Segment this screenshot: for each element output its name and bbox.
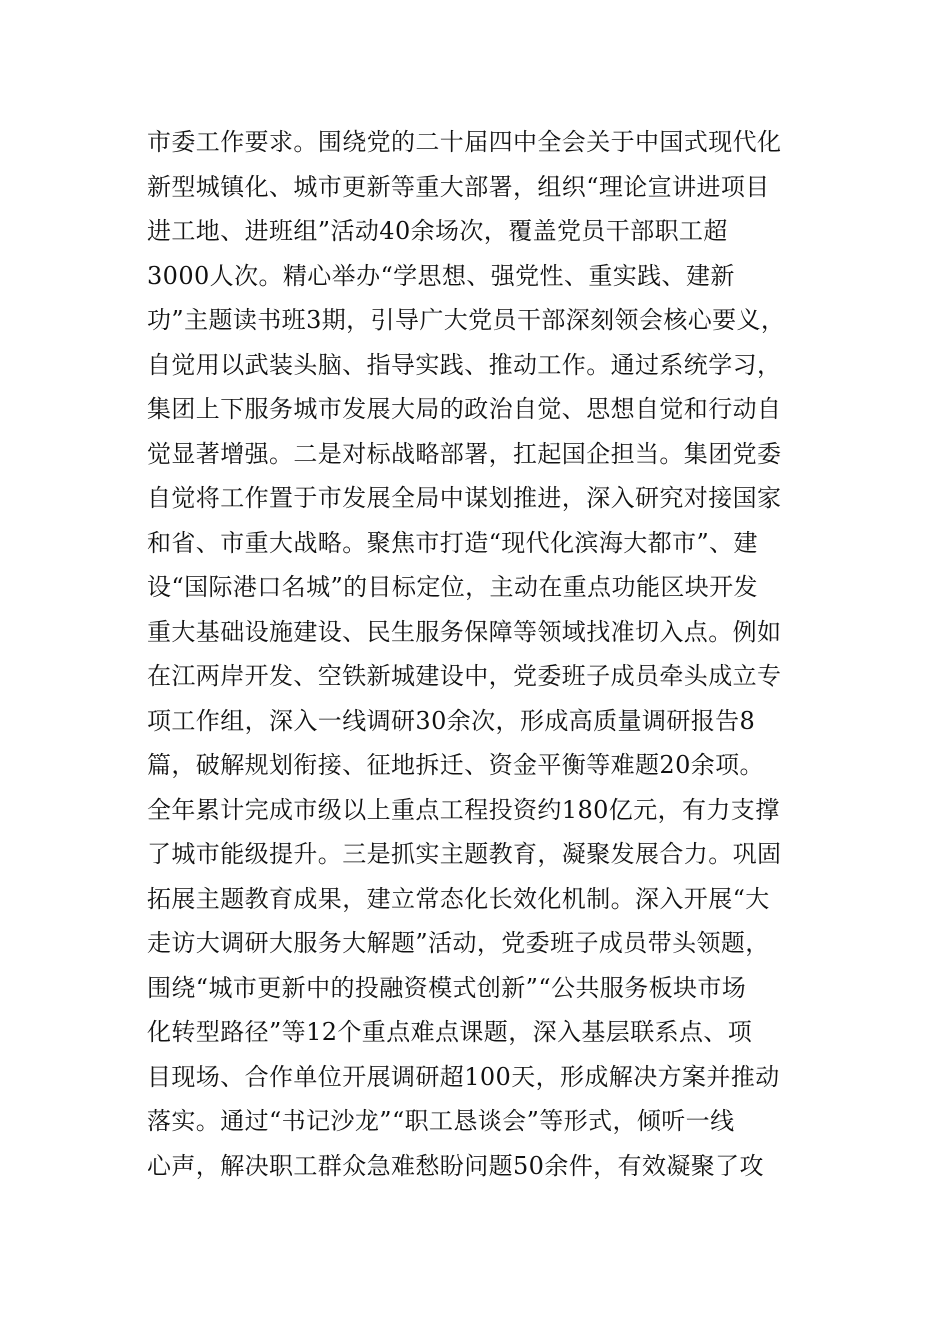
text-line-13: 在江两岸开发、空铁新城建设中，党委班子成员牵头成立专 (147, 662, 782, 690)
text-line-8: 觉显著增强。二是对标战略部署，扛起国企担当。集团党委 (147, 439, 782, 468)
text-line-7: 集团上下服务城市发展大局的政治自觉、思想自觉和行动自 (147, 395, 782, 423)
text-line-21: 化转型路径”等12个重点难点课题，深入基层联系点、项 (147, 1018, 753, 1046)
text-line-3: 进工地、进班组”活动40余场次，覆盖党员干部职工超 (147, 217, 728, 245)
text-line-18: 拓展主题教育成果，建立常态化长效化机制。深入开展“大 (147, 884, 770, 913)
text-line-2: 新型城镇化、城市更新等重大部署，组织“理论宣讲进项目 (147, 172, 770, 201)
text-line-24: 心声，解决职工群众急难愁盼问题50余件，有效凝聚了攻 (147, 1151, 764, 1180)
text-line-5: 功”主题读书班3期，引导广大党员干部深刻领会核心要义， (147, 306, 786, 334)
text-line-9: 自觉将工作置于市发展全局中谋划推进，深入研究对接国家 (147, 484, 782, 512)
text-line-20: 围绕“城市更新中的投融资模式创新”“公共服务板块市场 (147, 973, 747, 1002)
text-line-22: 目现场、合作单位开展调研超100天，形成解决方案并推动 (147, 1062, 780, 1091)
text-line-19: 走访大调研大服务大解题”活动，党委班子成员带头领题， (147, 929, 770, 957)
text-line-11: 设“国际港口名城”的目标定位，主动在重点功能区块开发 (147, 573, 758, 601)
text-line-10: 和省、市重大战略。聚焦市打造“现代化滨海大都市”、建 (147, 528, 758, 557)
text-line-14: 项工作组，深入一线调研30余次，形成高质量调研报告8 (147, 706, 756, 735)
text-line-16: 全年累计完成市级以上重点工程投资约180亿元，有力支撑 (147, 795, 780, 824)
text-line-17: 了城市能级提升。三是抓实主题教育，凝聚发展合力。巩固 (147, 840, 782, 868)
text-line-1: 市委工作要求。围绕党的二十届四中全会关于中国式现代化 (147, 128, 782, 156)
text-line-15: 篇，破解规划衔接、征地拆迁、资金平衡等难题20余项。 (147, 751, 764, 779)
body-text (147, 120, 827, 1188)
text-line-12: 重大基础设施建设、民生服务保障等领域找准切入点。例如 (147, 617, 782, 646)
text-line-23: 落实。通过“书记沙龙”“职工恳谈会”等形式，倾听一线 (147, 1107, 735, 1135)
text-line-4: 3000人次。精心举办“学思想、强党性、重实践、建新 (147, 261, 735, 290)
text-line-6: 自觉用以武装头脑、指导实践、推动工作。通过系统学习， (147, 350, 782, 379)
